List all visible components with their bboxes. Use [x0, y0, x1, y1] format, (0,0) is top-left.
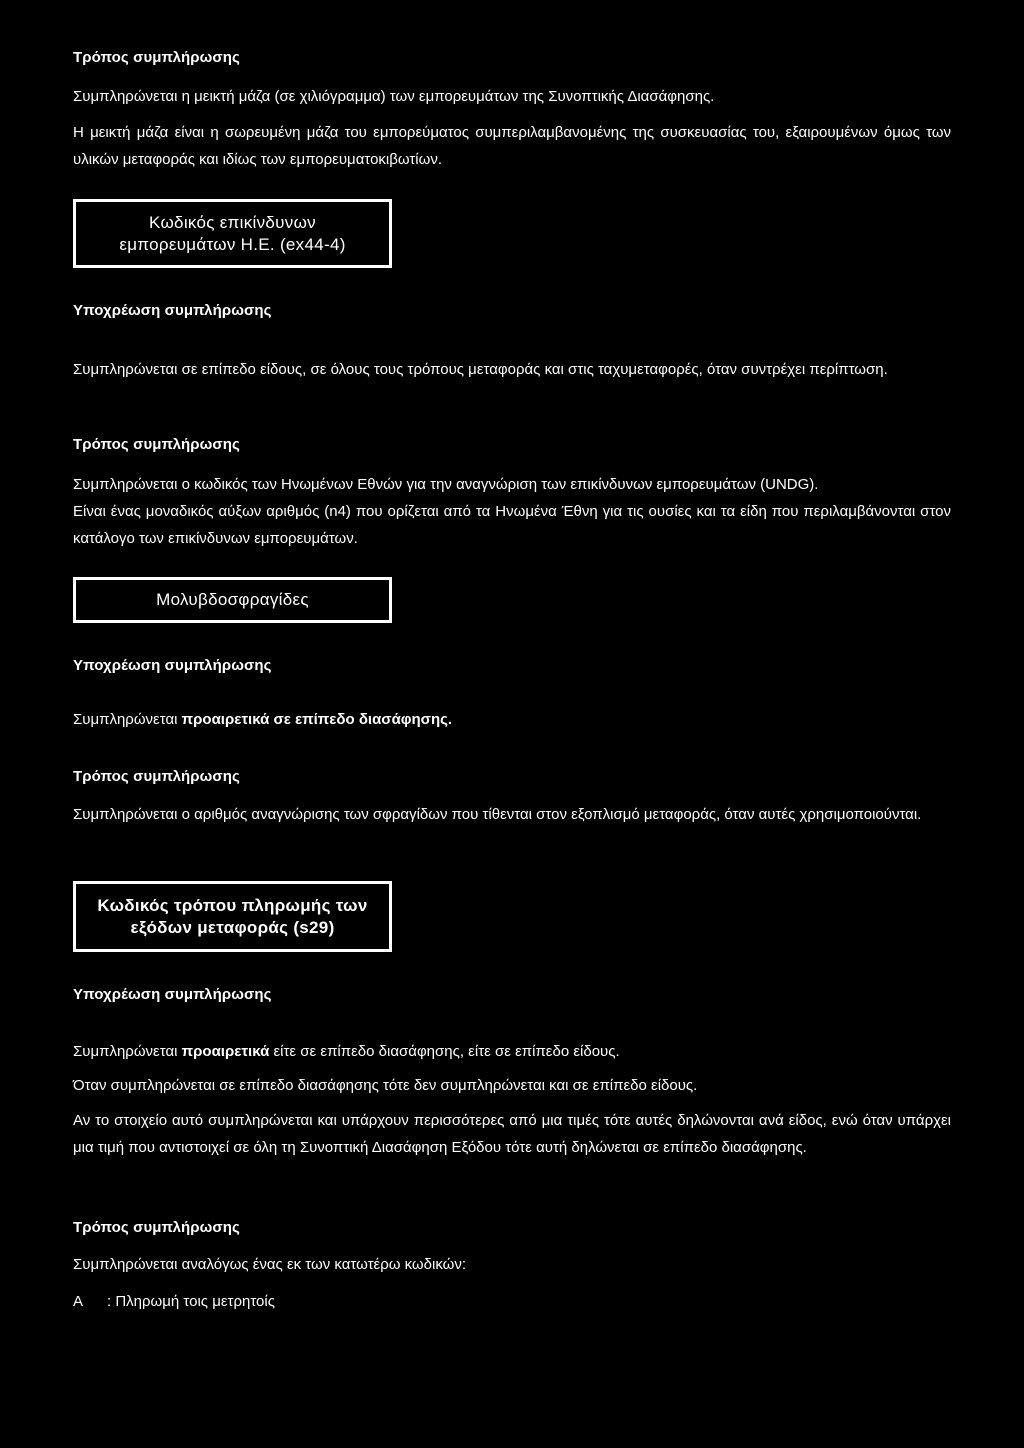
paragraph: Συμπληρώνεται ο αριθμός αναγνώρισης των σφραγίδων που τίθενται στον εξοπλισμό μεταφοράς, όταν αυτές χρησιμοποιούνται.	[73, 806, 922, 823]
paragraph: Συμπληρώνεται ο κωδικός των Ηνωμένων Εθνών για την αναγνώριση των επικίνδυνων εμπορευμάτων (UNDG).	[73, 476, 819, 493]
paragraph: Είναι ένας μοναδικός αύξων αριθμός (n4) που ορίζεται από τα Ηνωμένα Έθνη για τις ουσίες και τα είδη που περιλαμβάνονται στον κατάλογο των επικίνδυνων εμπορευμάτων.	[73, 503, 951, 547]
section-title-box	[73, 881, 392, 952]
paragraph: Συμπληρώνεται η μεικτή μάζα (σε χιλιόγραμμα) των εμπορευμάτων της Συνοπτικής Διασάφησης.	[73, 88, 715, 105]
obligation-heading: Υποχρέωση συμπλήρωσης	[73, 302, 272, 319]
paragraph: Αν το στοιχείο αυτό συμπληρώνεται και υπάρχουν περισσότερες από μια τιμές τότε αυτές δηλώνονται ανά είδος, ενώ όταν υπάρχει μια τιμή που αντιστοιχεί σε όλη τη Συνοπτική Διασάφηση Εξόδου τότε αυτή δηλώνεται σε επίπεδο διασάφησης.	[73, 1112, 951, 1156]
method-heading: Τρόπος συμπλήρωσης	[73, 1219, 240, 1236]
section-title: Μολυβδοσφραγίδες	[156, 590, 309, 609]
code-list-item	[73, 1293, 275, 1310]
section-title-line: Κωδικός επικίνδυνων	[149, 212, 316, 232]
section-title-line: εξόδων μεταφοράς (s29)	[130, 917, 335, 937]
section-title-line: Κωδικός τρόπου πληρωμής των	[97, 895, 368, 915]
paragraph: Η μεικτή μάζα είναι η σωρευμένη μάζα του εμπορεύματος συμπεριλαμβανομένης της συσκευασίας του, εξαιρουμένων όμως των υλικών μεταφοράς και ιδίως των εμπορευματοκιβωτίων.	[73, 124, 951, 168]
code-key: A	[73, 1293, 84, 1310]
method-heading: Τρόπος συμπλήρωσης	[73, 768, 240, 785]
paragraph: Όταν συμπληρώνεται σε επίπεδο διασάφησης τότε δεν συμπληρώνεται και σε επίπεδο είδους.	[73, 1077, 698, 1094]
section-title-line: εμπορευμάτων Η.Ε. (ex44-4)	[119, 234, 346, 254]
section-title-box	[73, 199, 392, 268]
method-heading: Τρόπος συμπλήρωσης	[73, 436, 240, 453]
emphasis-text: προαιρετικά σε επίπεδο διασάφησης.	[181, 711, 453, 728]
method-heading: Τρόπος συμπλήρωσης	[73, 49, 240, 66]
paragraph	[73, 1038, 951, 1065]
section-title-box	[73, 577, 392, 623]
text-run: Συμπληρώνεται	[73, 711, 182, 728]
paragraph: Συμπληρώνεται αναλόγως ένας εκ των κατωτέρω κωδικών:	[73, 1256, 467, 1273]
paragraph	[73, 706, 951, 733]
emphasis-text: προαιρετικά	[181, 1043, 270, 1060]
paragraph: Συμπληρώνεται σε επίπεδο είδους, σε όλους τους τρόπους μεταφοράς και στις ταχυμεταφορές, όταν συντρέχει περίπτωση.	[73, 361, 888, 378]
code-description: : Πληρωμή τοις μετρητοίς	[107, 1293, 275, 1310]
obligation-heading: Υποχρέωση συμπλήρωσης	[73, 657, 272, 674]
text-run: Συμπληρώνεται	[73, 1043, 182, 1060]
text-run: είτε σε επίπεδο διασάφησης, είτε σε επίπεδο είδους.	[269, 1043, 620, 1060]
obligation-heading: Υποχρέωση συμπλήρωσης	[73, 986, 272, 1003]
